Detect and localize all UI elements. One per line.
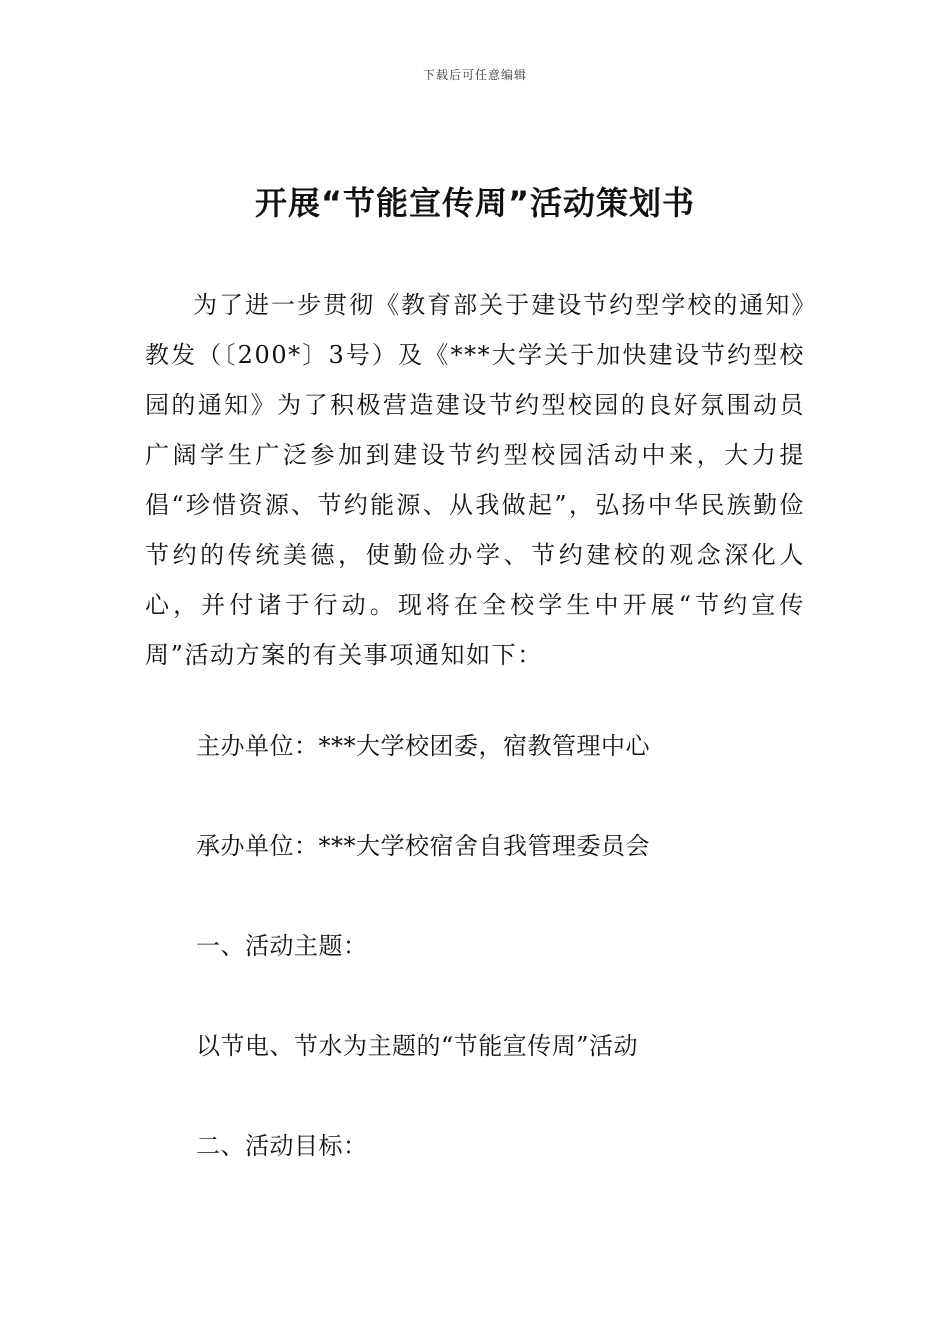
host-unit-line: 主办单位：***大学校团委，宿教管理中心 (196, 732, 650, 760)
section-heading-goals: 二、活动目标： (196, 1132, 368, 1160)
theme-text: 以节电、节水为主题的“节能宣传周”活动 (196, 1032, 639, 1060)
header-note: 下载后可任意编辑 (422, 68, 527, 82)
intro-paragraph: 为了进一步贯彻《教育部关于建设节约型学校的通知》教发（〔200*〕3号）及《***大学关于加快建设节约型校园的通知》为了积极营造建设节约型校园的良好氛围动员广阔学生广泛参加到建设节约型校园活动中来，大力提倡“珍惜资源、节约能源、从我做起”，弘扬中华民族勤俭节约的传统美德，使勤俭办学、节约建校的观念深化人心，并付诸于行动。现将在全校学生中开展“节约宣传周”活动方案的有关事项通知如下： (145, 291, 805, 669)
organizer-unit-line: 承办单位：***大学校宿舍自我管理委员会 (196, 832, 650, 860)
section-heading-theme: 一、活动主题： (196, 932, 368, 960)
document-title: 开展“节能宣传周”活动策划书 (254, 184, 696, 222)
